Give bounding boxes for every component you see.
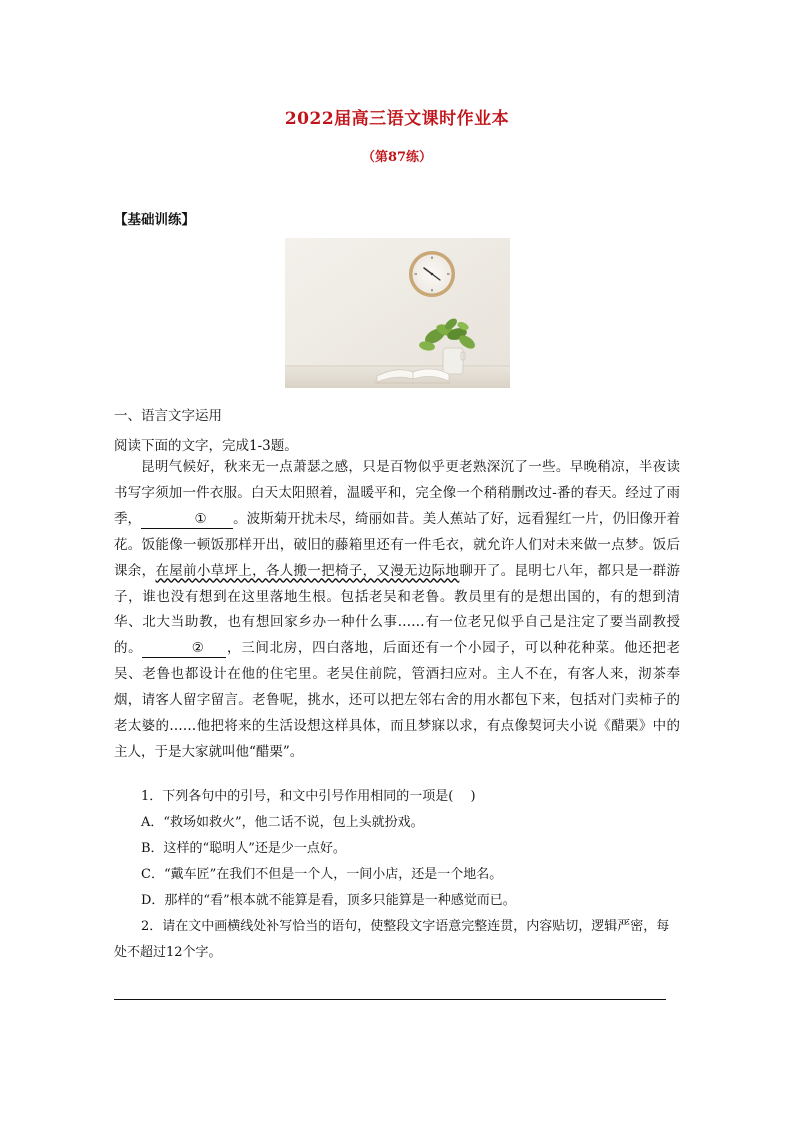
passage-paragraph (114, 455, 680, 766)
fill-blank-1[interactable]: ① (141, 511, 233, 529)
passage-text-1: 昆明气候好，秋来无一点萧瑟之感，只是百物似乎更老熟深沉了一些。早晚稍凉，半夜读书写字须加一件衣服。白天太阳照着，温暖平和，完全像一个稍稍删改过-番的春天。经过了雨季， (114, 459, 680, 527)
question-1-option-d[interactable]: D．那样的“看”根本就不能算是看，顶多只能算是一种感觉而已。 (141, 893, 516, 908)
passage-text-3: 聊开了。昆明七八年，都只是一群游子，谁也没有想到在这里落地生根。包括老吴和老鲁。教员里有的是想出国的，有的想到清华、北大当助教，也有想回家乡办一种什么事……有一位老兄似乎自己是注定了要当副教授的。 (114, 562, 680, 657)
wavy-underlined-text: 在屋前小草坪上，各人搬一把椅子，又漫无边际地 (155, 562, 460, 579)
question-1-option-a[interactable]: A．“救场如救火”，他二话不说，包上头就扮戏。 (141, 815, 424, 830)
part-heading: 一、语言文字运用 (114, 408, 222, 424)
question-1-stem: 1．下列各句中的引号，和文中引号作用相同的一项是( ) (141, 789, 476, 804)
reading-instruction: 阅读下面的文字，完成1-3题。 (114, 438, 298, 454)
reading-passage (114, 455, 680, 766)
fill-blank-2[interactable]: ② (142, 640, 226, 658)
passage-text-4: ，三间北房，四白落地，后面还有一个小园子，可以种花种菜。他还把老吴、老鲁也都设计在他的住宅里。老吴住前院，管酒扫应对。主人不在，有客人来，沏茶奉烟，请客人留字留言。老鲁呢，挑水，还可以把左邻右舍的用水都包下来，包括对门卖柿子的老太婆的……他把将来的生活设想这样具体，而且梦寐以求，有点像契诃夫小说《醋栗》中的主人，于是大家就叫他“醋栗”。 (114, 640, 681, 760)
section-tag-basic-training: 【基础训练】 (114, 212, 195, 228)
passage-text-2: 。波斯菊开扰未尽，绮丽如昔。美人蕉站了好，远看猩红一片，仍旧像开着花。饭能像一顿饭那样开出，破旧的藤箱里还有一件毛衣，就允许人们对未来做一点梦。饭后课余， (114, 510, 681, 579)
practice-number: （第87练） (361, 150, 433, 165)
question-2-stem: 2．请在文中画横线处补写恰当的语句，使整段文字语意完整连贯，内容贴切，逻辑严密，每处不超过12个字。 (114, 919, 670, 960)
answer-line[interactable] (114, 999, 666, 1000)
question-list (114, 784, 680, 966)
document-title: 2022届高三语文课时作业本 (284, 109, 510, 129)
illustration-clock-plant-book (285, 238, 510, 388)
wall-clock-icon (409, 251, 455, 297)
question-1-option-b[interactable]: B．这样的“聪明人”还是少一点好。 (141, 841, 346, 856)
question-1-option-c[interactable]: C．“戴车匠”在我们不但是一个人，一间小店，还是一个地名。 (141, 867, 503, 882)
